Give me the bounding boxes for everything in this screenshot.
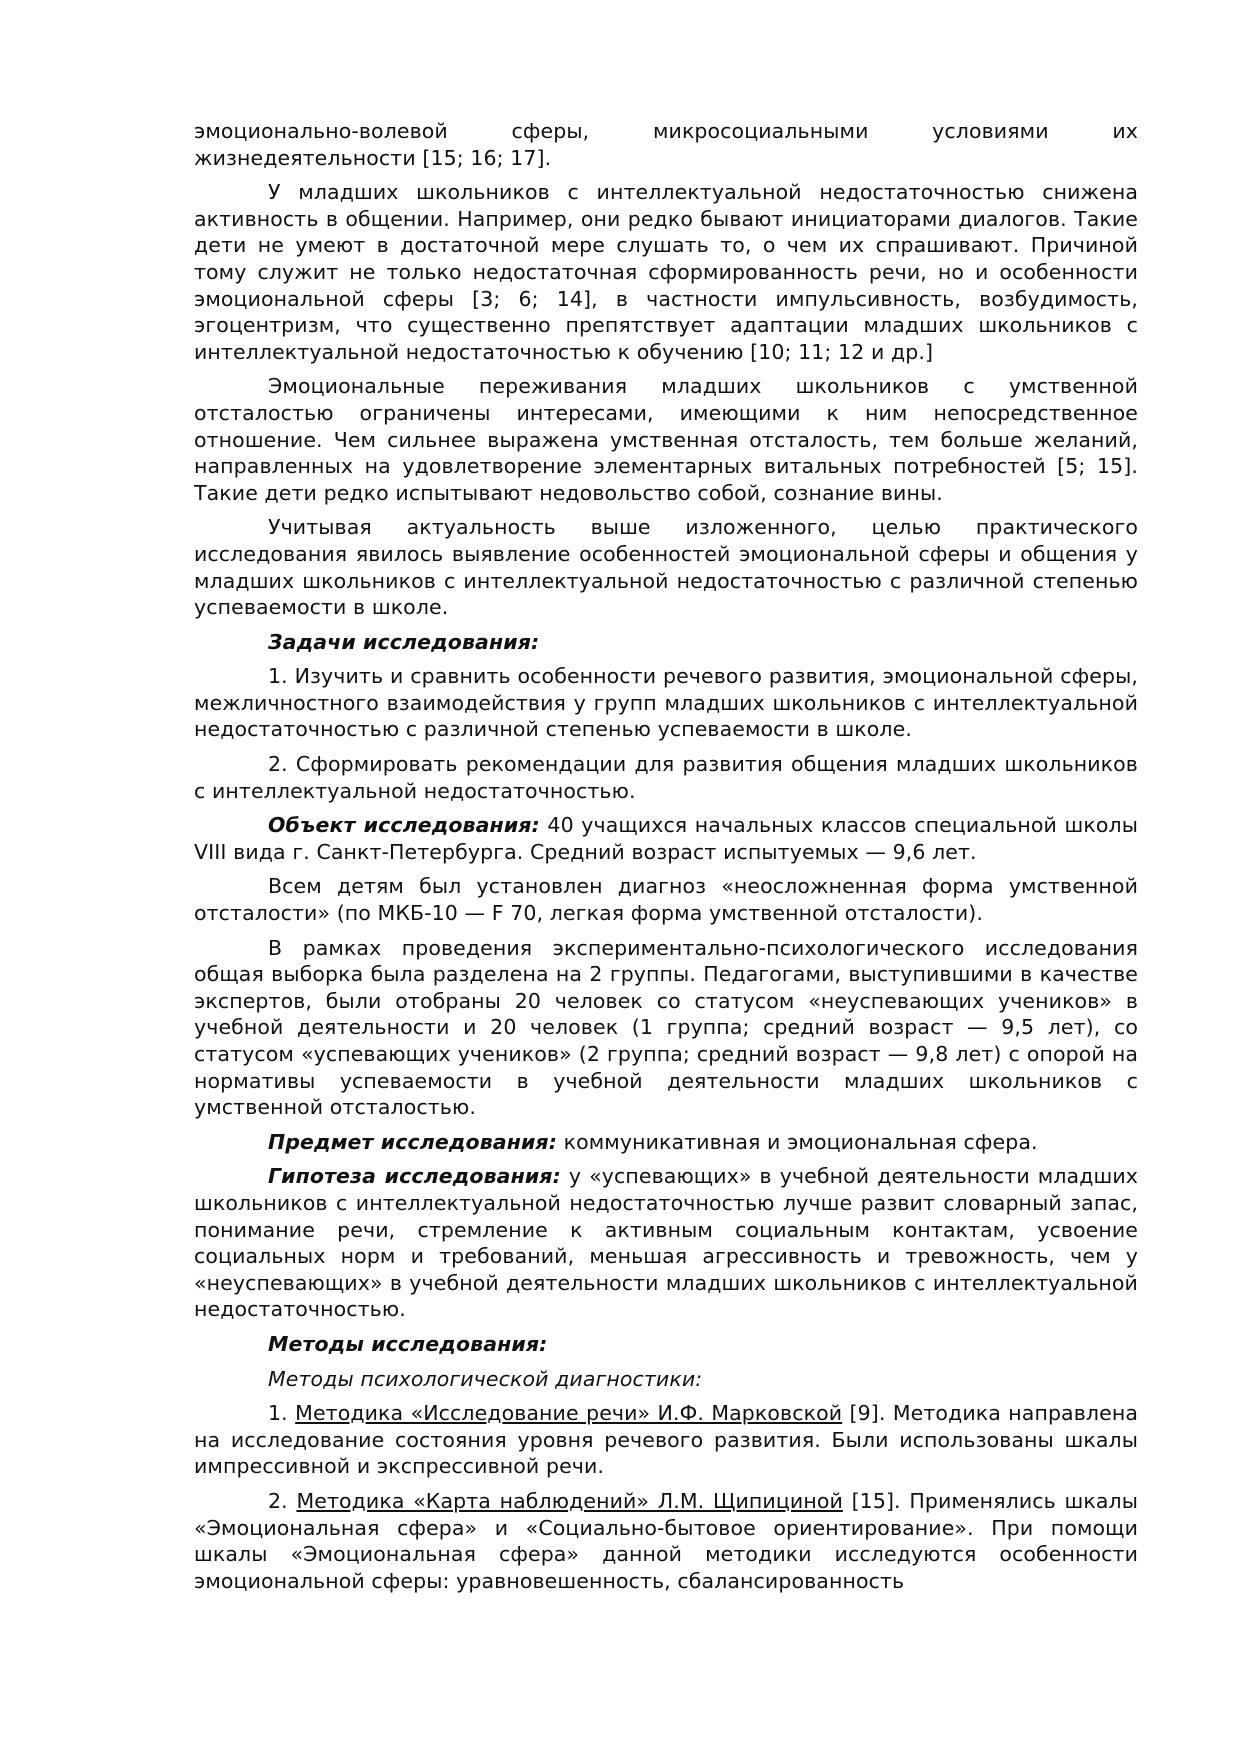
paragraph-text: 1. Изучить и сравнить особенности речевого развития, эмоциональной сферы, межличностного взаимодействия у групп младших школьников с интеллектуальной недостаточностью с различной степенью успеваемости в школе. xyxy=(194,664,1138,742)
heading-tasks xyxy=(194,629,1138,656)
paragraph-communication xyxy=(194,179,1138,365)
method-link[interactable]: Методика «Карта наблюдений» Л.М. Щипициной xyxy=(296,1488,843,1513)
paragraph-hypothesis xyxy=(194,1163,1138,1323)
inline-heading: Гипотеза исследования: xyxy=(268,1164,561,1189)
list-number: 1. xyxy=(268,1401,296,1426)
paragraph-text: Всем детям был установлен диагноз «неосложненная форма умственной отсталости» (по МКБ-10 — F 70, легкая форма умственной отсталости). xyxy=(194,874,1138,926)
inline-heading: Объект исследования: xyxy=(268,813,540,838)
document-page xyxy=(194,118,1138,1602)
paragraph-goal xyxy=(194,514,1138,620)
paragraph-text: коммуникативная и эмоциональная сфера. xyxy=(557,1129,1038,1154)
paragraph-text: [9]. Методика направлена на исследование состояния уровня речевого развития. Были использованы шкалы импрессивной и экспрессивной речи. xyxy=(194,1401,1138,1479)
inline-heading: Предмет исследования: xyxy=(268,1129,557,1154)
paragraph-groups xyxy=(194,935,1138,1121)
paragraph-text: 40 учащихся начальных классов специальной школы VIII вида г. Санкт-Петербурга. Средний возраст испытуемых — 9,6 лет. xyxy=(194,813,1139,864)
paragraph-text: эмоционально-волевой сферы, микросоциальными условиями их жизнедеятельности [15; 16; 17]. xyxy=(194,119,1138,170)
task-item-1 xyxy=(194,663,1138,743)
section-heading: Задачи исследования: xyxy=(268,629,540,654)
paragraph-subject xyxy=(194,1129,1138,1156)
task-item-2 xyxy=(194,751,1138,804)
section-heading: Методы исследования: xyxy=(268,1331,548,1356)
method-item-2 xyxy=(194,1488,1138,1594)
paragraph-text: В рамках проведения экспериментально-психологического исследования общая выборка была разделена на 2 группы. Педагогами, выступившими в качестве экспертов, были отобраны 20 человек со статусом «неуспевающих учеников» в учебной деятельности и 20 человек (1 группа; средний возраст — 9,5 лет), со статусом «успевающих учеников» (2 группа; средний возраст — 9,8 лет) с опорой на нормативы успеваемости в учебной деятельности младших школьников с умственной отсталостью. xyxy=(194,935,1138,1120)
subsection-heading: Методы психологической диагностики: xyxy=(268,1366,703,1391)
list-number: 2. xyxy=(268,1488,297,1513)
paragraph-text: Учитывая актуальность выше изложенного, целью практического исследования явилось выявление особенностей эмоциональной сферы и общения у младших школьников с интеллектуальной недостаточностью с различной степенью успеваемости в школе. xyxy=(194,515,1138,620)
paragraph-diagnosis xyxy=(194,873,1138,926)
paragraph-object xyxy=(194,812,1138,865)
paragraph-continuation xyxy=(194,118,1138,171)
heading-methods xyxy=(194,1331,1138,1358)
subheading-diagnostics xyxy=(194,1366,1138,1393)
paragraph-text: У младших школьников с интеллектуальной недостаточностью снижена активность в общении. Например, они редко бывают инициаторами диалогов. Такие дети не умеют в достаточной мере слушать то, о чем их спрашивают. Причиной тому служит не только недостаточная сформированность речи, но и особенности эмоциональной сферы [3; 6; 14], в частности импульсивность, возбудимость, эгоцентризм, что существенно препятствует адаптации младших школьников с интеллектуальной недостаточностью к обучению [10; 11; 12 и др.] xyxy=(194,180,1138,364)
method-item-1 xyxy=(194,1400,1138,1480)
paragraph-text: Эмоциональные переживания младших школьников с умственной отсталостью ограничены интересами, имеющими к ним непосредственное отношение. Чем сильнее выражена умственная отсталость, тем больше желаний, направленных на удовлетворение элементарных витальных потребностей [5; 15]. Такие дети редко испытывают недовольство собой, сознание вины. xyxy=(194,374,1138,505)
paragraph-emotions xyxy=(194,373,1138,506)
method-link[interactable]: Методика «Исследование речи» И.Ф. Марковской xyxy=(295,1401,843,1426)
paragraph-text: 2. Сформировать рекомендации для развития общения младших школьников с интеллектуальной недостаточностью. xyxy=(194,752,1138,803)
paragraph-text: у «успевающих» в учебной деятельности младших школьников с интеллектуальной недостаточностью лучше развит словарный запас, понимание речи, стремление к активным социальным контактам, усвоение социальных норм и требований, меньшая агрессивность и тревожность, чем у «неуспевающих» в учебной деятельности младших школьников с интеллектуальной недостаточностью. xyxy=(194,1164,1138,1322)
paragraph-text: [15]. Применялись шкалы «Эмоциональная сфера» и «Социально-бытовое ориентирование». При помощи шкалы «Эмоциональная сфера» данной методики исследуются особенности эмоциональной сферы: уравновешенность, сбалансированность xyxy=(194,1488,1138,1593)
